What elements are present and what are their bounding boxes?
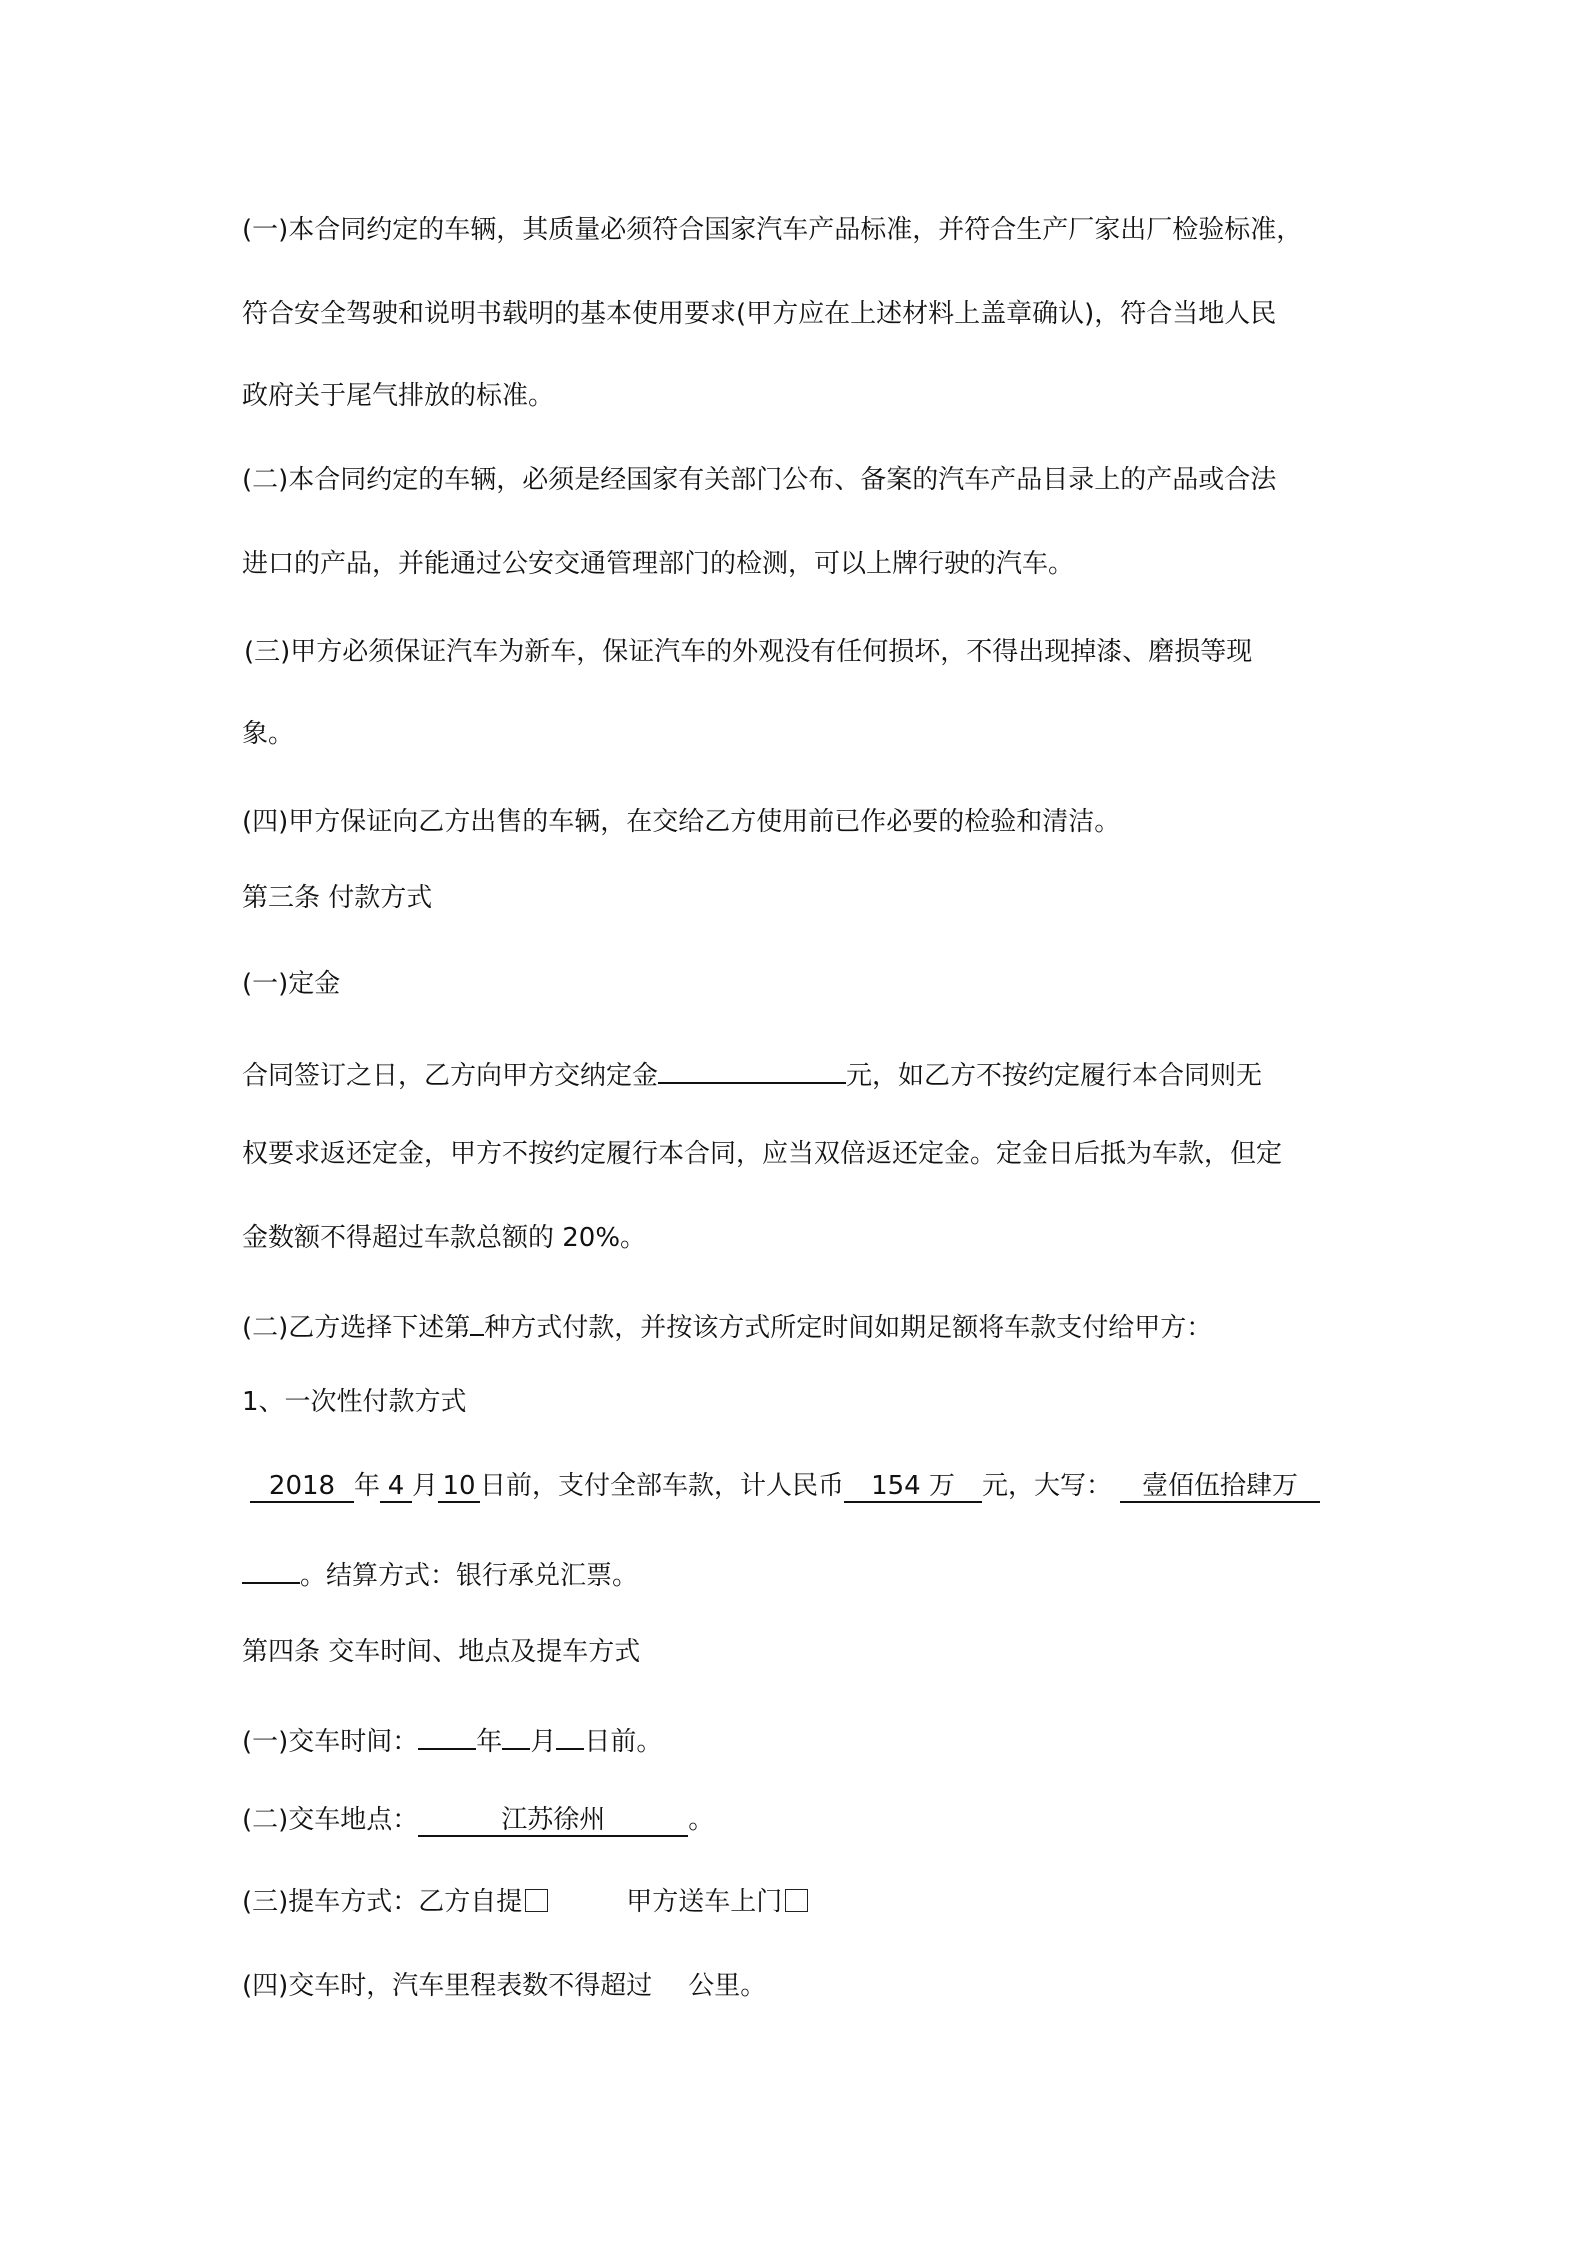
- delivery-day-field[interactable]: [556, 1718, 584, 1750]
- deposit-text-2: 元，如乙方不按约定履行本合同则无: [846, 1061, 1263, 1091]
- paragraph-line: 象。: [242, 719, 295, 749]
- payment-amount-field[interactable]: 154 万: [844, 1471, 982, 1503]
- amount-uppercase-field[interactable]: 壹佰伍拾肆万: [1120, 1471, 1320, 1503]
- paragraph-line: [242, 1052, 1263, 1091]
- paragraph-line: (三)甲方必须保证汽车为新车，保证汽车的外观没有任何损坏，不得出现掉漆、磨损等现: [244, 637, 1253, 667]
- payment-day-field[interactable]: 10: [438, 1471, 480, 1503]
- amount-label: 元，大写：: [982, 1471, 1113, 1501]
- paragraph-line: 金数额不得超过车款总额的 20%。: [242, 1223, 647, 1253]
- delivery-time-label: (一)交车时间：: [242, 1727, 419, 1757]
- delivery-place-field[interactable]: 江苏徐州: [418, 1805, 688, 1837]
- delivery-year-field[interactable]: [418, 1718, 476, 1750]
- pickup-delivery-label: 甲方送车上门: [626, 1887, 783, 1917]
- paragraph-line: 符合安全驾驶和说明书载明的基本使用要求(甲方应在上述材料上盖章确认)，符合当地人民: [242, 299, 1277, 329]
- amount-uppercase-field-cont[interactable]: [242, 1552, 300, 1584]
- paragraph-line: 进口的产品，并能通过公安交通管理部门的检测，可以上牌行驶的汽车。: [242, 549, 1075, 579]
- period: 。: [688, 1805, 715, 1835]
- mileage-line: [242, 1968, 766, 2004]
- year-label: 年: [354, 1471, 381, 1501]
- month-label: 月: [530, 1727, 557, 1757]
- day-label: 日前。: [584, 1727, 663, 1757]
- payment-text: 日前，支付全部车款，计人民币: [480, 1471, 845, 1501]
- delivery-place-label: (二)交车地点：: [242, 1805, 419, 1835]
- paragraph-line: 权要求返还定金，甲方不按约定履行本合同，应当双倍返还定金。定金日后抵为车款，但定: [242, 1139, 1283, 1169]
- payment-year-field[interactable]: 2018: [250, 1471, 354, 1503]
- section-heading: 第四条 交车时间、地点及提车方式: [242, 1637, 641, 1667]
- deposit-amount-field[interactable]: [658, 1052, 846, 1084]
- delivery-place-line: [242, 1802, 714, 1838]
- pickup-delivery-checkbox[interactable]: [785, 1889, 808, 1912]
- delivery-time-line: [242, 1718, 663, 1757]
- paragraph-line: (一)本合同约定的车辆，其质量必须符合国家汽车产品标准，并符合生产厂家出厂检验标准，: [242, 215, 1303, 245]
- payment-choice-text: (二)乙方选择下述第: [242, 1313, 471, 1343]
- deposit-text: 合同签订之日，乙方向甲方交纳定金: [242, 1061, 659, 1091]
- year-label: 年: [476, 1727, 503, 1757]
- mileage-label: (四)交车时，汽车里程表数不得超过: [242, 1971, 653, 2001]
- delivery-month-field[interactable]: [502, 1718, 530, 1750]
- km-label: 公里。: [688, 1971, 767, 2001]
- payment-month-field[interactable]: 4: [380, 1471, 412, 1503]
- paragraph-line: (四)甲方保证向乙方出售的车辆，在交给乙方使用前已作必要的检验和清洁。: [242, 807, 1121, 837]
- payment-choice-text-2: 种方式付款，并按该方式所定时间如期足额将车款支付给甲方：: [484, 1313, 1213, 1343]
- payment-line: [250, 1468, 1320, 1504]
- paragraph-line: (二)本合同约定的车辆，必须是经国家有关部门公布、备案的汽车产品目录上的产品或合法: [242, 465, 1277, 495]
- payment-line-2: [242, 1552, 639, 1591]
- month-label: 月: [412, 1471, 439, 1501]
- section-heading: 第三条 付款方式: [242, 883, 433, 913]
- subsection-heading: (一)定金: [242, 969, 341, 999]
- pickup-self-checkbox[interactable]: [525, 1889, 548, 1912]
- pickup-method-line: [242, 1884, 808, 1920]
- paragraph-line: [242, 1304, 1213, 1343]
- subsection-heading: 1、一次性付款方式: [242, 1387, 467, 1417]
- payment-method-field[interactable]: [470, 1304, 484, 1336]
- paragraph-line: 政府关于尾气排放的标准。: [242, 381, 555, 411]
- pickup-self-label: (三)提车方式：乙方自提: [242, 1887, 523, 1917]
- settlement-text: 。结算方式：银行承兑汇票。: [300, 1561, 639, 1591]
